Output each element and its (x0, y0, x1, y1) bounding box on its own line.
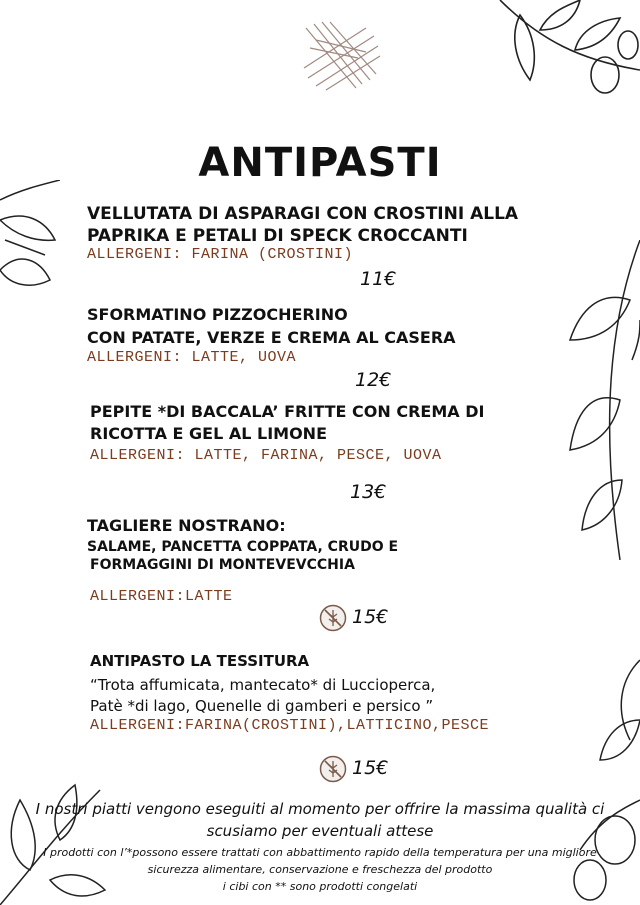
dish-name: RICOTTA E GEL AL LIMONE (90, 424, 327, 443)
allergens-label: ALLERGENI: LATTE, UOVA (87, 349, 297, 366)
dish-name: PEPITE *DI BACCALA’ FRITTE CON CREMA DI (90, 402, 485, 421)
price: 15€ (352, 606, 389, 628)
dish-name: TAGLIERE NOSTRANO: (87, 516, 286, 535)
olive-branch-icon (0, 180, 60, 320)
footer-note: I prodotti con l’*possono essere trattati con abbattimento rapido della temperatura per una migliore (43, 846, 597, 859)
allergens-label: ALLERGENI:FARINA(CROSTINI),LATTICINO,PESCE (90, 717, 490, 734)
footer-note: I nostri piatti vengono eseguiti al momento per offrire la massima qualità ci (35, 800, 605, 818)
dish-name: SALAME, PANCETTA COPPATA, CRUDO E (87, 539, 399, 555)
price: 12€ (355, 369, 392, 391)
footer-note: scusiamo per eventuali attese (206, 822, 434, 840)
price: 11€ (360, 268, 397, 290)
dish-name: ANTIPASTO LA TESSITURA (90, 652, 310, 670)
allergens-label: ALLERGENI: FARINA (CROSTINI) (87, 246, 354, 263)
olive-branch-icon (480, 0, 640, 110)
dish-name: PAPRIKA E PETALI DI SPECK CROCCANTI (87, 226, 468, 246)
footer-note: sicurezza alimentare, conservazione e freschezza del prodotto (147, 863, 493, 876)
dish-name: FORMAGGINI DI MONTEVEVCCHIA (90, 557, 355, 573)
dish-name: CON PATATE, VERZE E CREMA AL CASERA (87, 328, 456, 347)
price: 13€ (350, 481, 387, 503)
no-gluten-icon (319, 604, 347, 632)
olive-branch-icon (560, 240, 640, 560)
crosshatch-scribble-icon (296, 18, 386, 98)
page-title: ANTIPASTI (198, 140, 442, 186)
dish-name: SFORMATINO PIZZOCHERINO (87, 305, 348, 324)
footer-note: i cibi con ** sono prodotti congelati (222, 880, 418, 893)
dish-description: Patè *di lago, Quenelle di gamberi e persico ” (90, 697, 434, 715)
dish-description: “Trota affumicata, mantecato* di Luccioperca, (90, 676, 436, 694)
allergens-label: ALLERGENI: LATTE, FARINA, PESCE, UOVA (90, 447, 442, 464)
allergens-label: ALLERGENI:LATTE (90, 588, 233, 605)
dish-name: VELLUTATA DI ASPARAGI CON CROSTINI ALLA (87, 204, 519, 224)
price: 15€ (352, 757, 389, 779)
no-gluten-icon (319, 755, 347, 783)
